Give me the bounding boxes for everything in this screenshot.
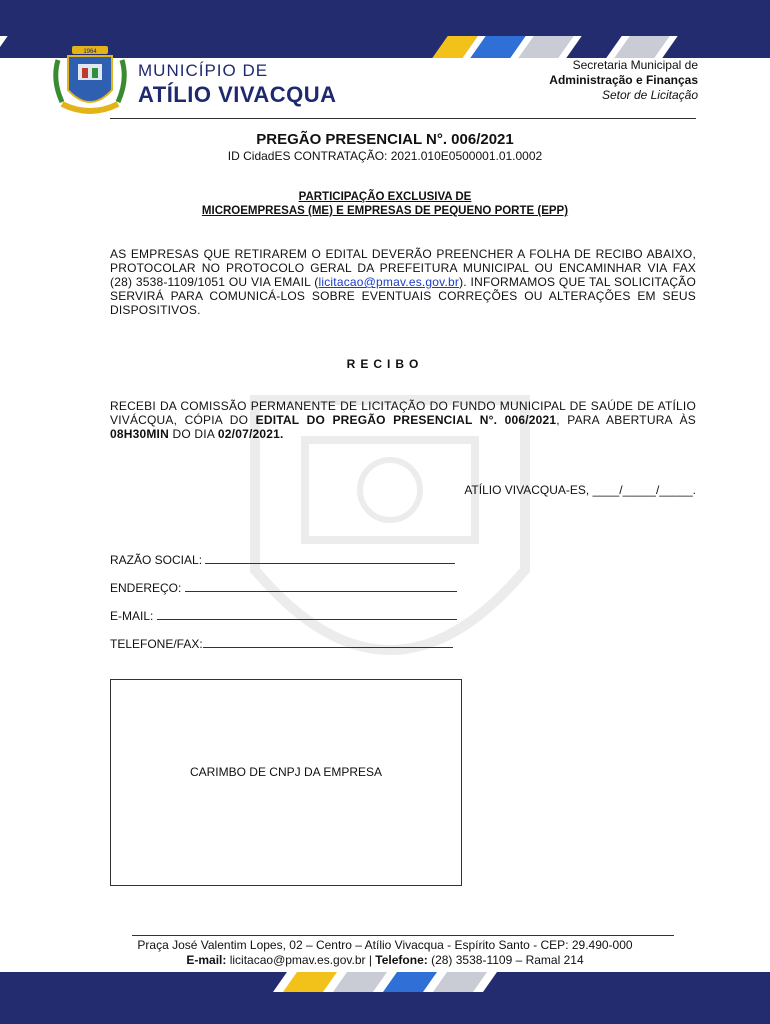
stamp-label: CARIMBO DE CNPJ DA EMPRESA xyxy=(189,765,383,779)
telefone-label: TELEFONE/FAX: xyxy=(110,637,203,651)
razao-social-label: RAZÃO SOCIAL: xyxy=(110,553,203,567)
endereco-line[interactable] xyxy=(185,590,457,592)
footer-band xyxy=(0,992,770,1024)
endereco-field[interactable] xyxy=(110,581,457,595)
instructions-paragraph xyxy=(110,247,696,317)
participation-line1: PARTICIPAÇÃO EXCLUSIVA DE xyxy=(298,191,472,203)
department-block xyxy=(549,58,698,103)
document-subtitle: ID CidadES CONTRATAÇÃO: 2021.010E0500001.01.0002 xyxy=(227,149,543,163)
footer-phone-value: (28) 3538-1109 – Ramal 214 xyxy=(427,953,584,967)
receipt-text-c: , PARA ABERTURA ÀS xyxy=(556,413,696,427)
seal-year: 1964 xyxy=(83,49,97,55)
email-field[interactable] xyxy=(110,609,457,623)
footer-divider xyxy=(132,935,674,936)
receipt-text-e: DO DIA xyxy=(168,427,218,441)
email-line[interactable] xyxy=(157,618,457,620)
receipt-text-d: 08H30MIN xyxy=(110,427,169,441)
brand-line1: MUNICÍPIO DE xyxy=(138,61,269,80)
razao-social-field[interactable] xyxy=(110,553,455,567)
contact-email-link[interactable]: licitacao@pmav.es.gov.br xyxy=(318,275,460,289)
secretaria-text: Secretaria Municipal de xyxy=(572,58,698,72)
razao-social-line[interactable] xyxy=(205,562,455,564)
receipt-text-f: 02/07/2021. xyxy=(217,427,284,441)
footer-email-value: licitacao@pmav.es.gov.br | xyxy=(226,953,376,967)
date-line: ATÍLIO VIVACQUA-ES, ____/_____/_____. xyxy=(464,483,696,497)
header-band xyxy=(0,0,770,36)
footer-phone-label: Telefone: xyxy=(375,953,428,967)
telefone-line[interactable] xyxy=(203,646,453,648)
document-title: PREGÃO PRESENCIAL N°. 006/2021 xyxy=(256,131,514,148)
cnpj-stamp-box[interactable] xyxy=(110,679,462,886)
participation-notice xyxy=(0,190,770,218)
footer-email-label: E-mail: xyxy=(186,953,227,967)
footer-stripes xyxy=(0,972,770,992)
instructions-text-a: AS EMPRESAS QUE RETIRAREM O EDITAL DEVERÃO PREENCHER A FOLHA DE RECIBO ABAIXO, PROTOCOLAR NO PROTOCOLO GERAL DA PREFEITURA MUNICIPAL OU ENCAMINHAR VIA FAX (28) 3538-1109/1051 OU VIA EMAIL ( xyxy=(110,247,696,289)
recibo-heading: RECIBO xyxy=(346,357,424,371)
receipt-paragraph xyxy=(110,399,696,441)
receipt-text-a: RECEBI DA COMISSÃO PERMANENTE DE LICITAÇÃO DO FUNDO MUNICIPAL DE SAÚDE DE ATÍLIO VIVÁCQUA, CÓPIA DO xyxy=(110,399,696,427)
brand-name xyxy=(138,61,337,108)
footer-contact xyxy=(0,953,770,967)
footer-address: Praça José Valentim Lopes, 02 – Centro – Atílio Vivacqua - Espírito Santo - CEP: 29.490-000 xyxy=(137,938,633,952)
endereco-label: ENDEREÇO: xyxy=(110,581,182,595)
brand-line2: ATÍLIO VIVACQUA xyxy=(138,82,337,107)
email-label: E-MAIL: xyxy=(110,609,154,623)
telefone-field[interactable] xyxy=(110,637,453,651)
instructions-text-b: ). INFORMAMOS QUE TAL SOLICITAÇÃO SERVIRÁ PARA COMUNICÁ-LOS SOBRE EVENTUAIS CORREÇÕES OU ALTERAÇÕES EM SEUS DISPOSITIVOS. xyxy=(110,275,697,317)
receipt-text-b: EDITAL DO PREGÃO PRESENCIAL N°. 006/2021 xyxy=(255,413,557,427)
participation-line2: MICROEMPRESAS (ME) E EMPRESAS DE PEQUENO PORTE (EPP) xyxy=(201,205,569,217)
municipal-seal-logo xyxy=(48,40,132,120)
header-divider xyxy=(110,118,696,119)
setor-text: Setor de Licitação xyxy=(601,88,698,102)
administracao-text: Administração e Finanças xyxy=(549,73,698,87)
